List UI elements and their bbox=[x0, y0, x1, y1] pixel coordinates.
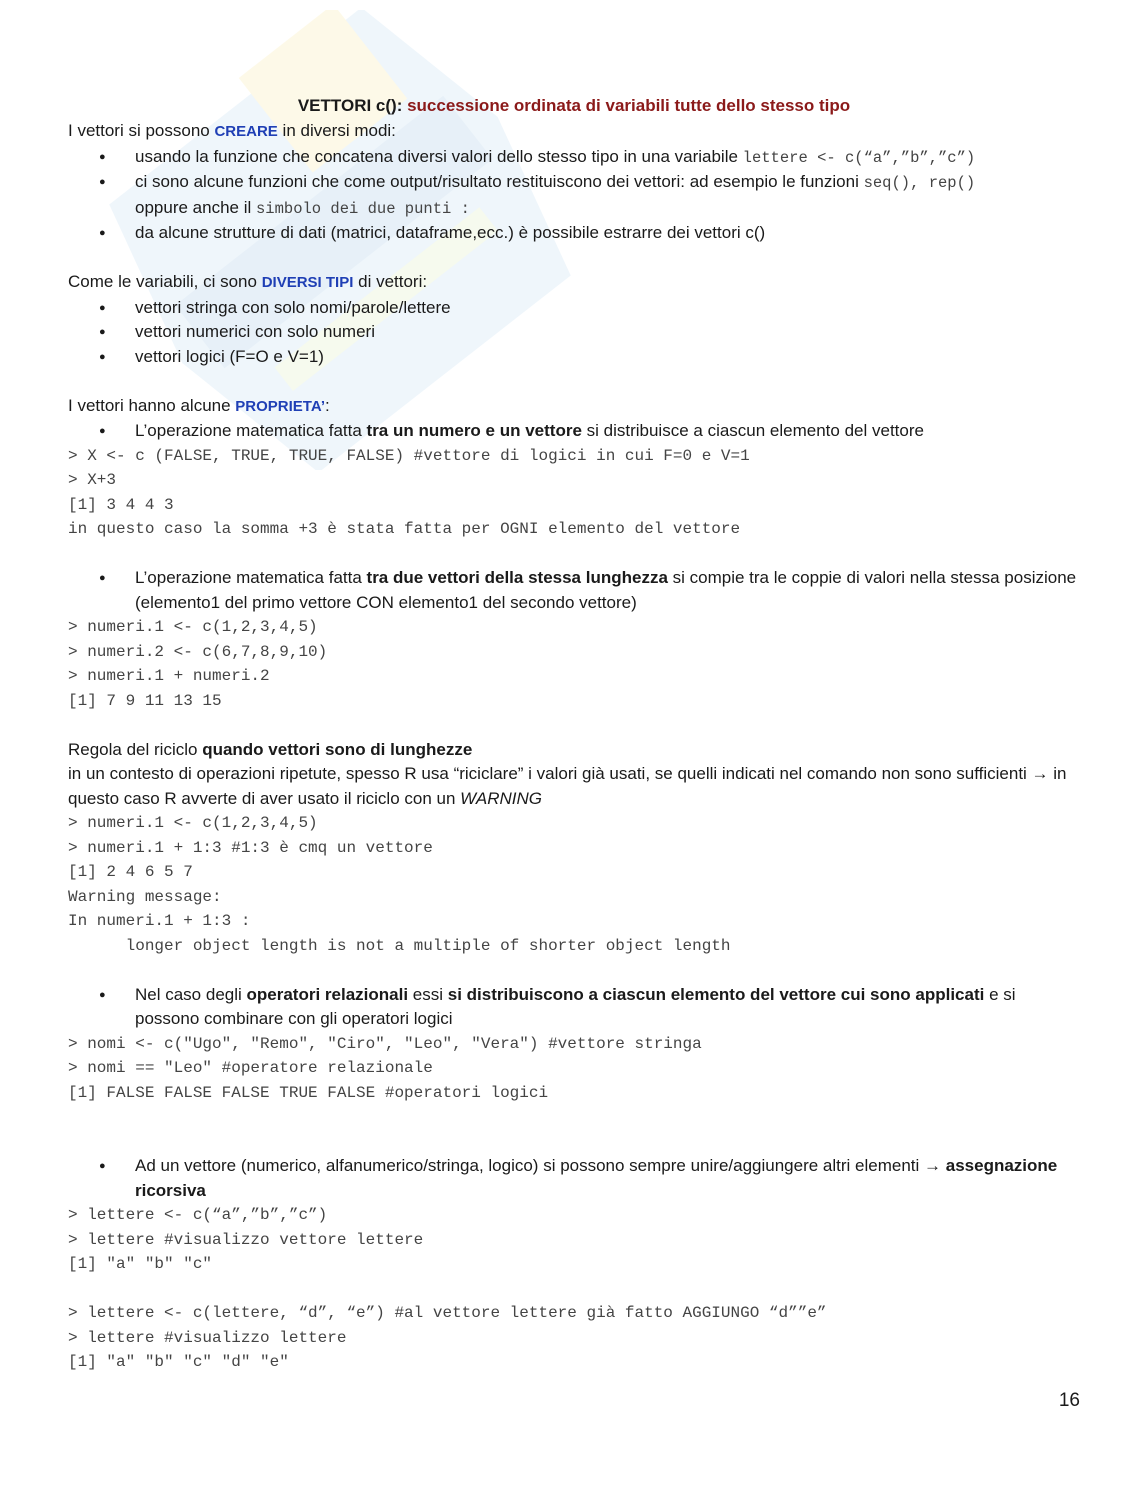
list-item: ● vettori stringa con solo nomi/parole/lettere bbox=[68, 296, 1080, 321]
props-list-2 bbox=[68, 566, 1080, 615]
types-intro: Come le variabili, ci sono DIVERSI TIPI di vettori: bbox=[68, 272, 428, 291]
recycle-body: in un contesto di operazioni ripetute, spesso R usa “riciclare” i valori già usati, se quelli indicati nel comando non sono sufficienti → in questo caso R avverte di aver usato il riciclo con un WARNING bbox=[68, 764, 1067, 808]
keyword-proprieta: PROPRIETA’ bbox=[235, 397, 326, 415]
code-block-append-1: > lettere <- c(“a”,”b”,”c”) > lettere #visualizzo vettore lettere [1] "a" "b" "c" bbox=[68, 1206, 424, 1273]
list-item: ● usando la funzione che concatena diversi valori dello stesso tipo in una variabile lettere <- c(“a”,”b”,”c”) bbox=[68, 145, 1080, 171]
document-page bbox=[68, 94, 1080, 1375]
list-item: ● ci sono alcune funzioni che come output/risultato restituiscono dei vettori: ad esempio le funzioni seq(), rep() oppure anche il simbolo dei due punti : bbox=[68, 170, 1080, 221]
list-item: ● L’operazione matematica fatta tra un numero e un vettore si distribuisce a ciascun elemento del vettore bbox=[68, 419, 1080, 444]
code-block-scalar: > X <- c (FALSE, TRUE, TRUE, FALSE) #vettore di logici in cui F=0 e V=1 > X+3 [1] 3 4 4 3 in questo caso la somma +3 è stata fatta per OGNI elemento del vettore bbox=[68, 446, 750, 538]
list-item: ● vettori numerici con solo numeri bbox=[68, 320, 1080, 345]
list-item: ● da alcune strutture di dati (matrici, dataframe,ecc.) è possibile estrarre dei vettori c() bbox=[68, 221, 1080, 246]
create-intro: I vettori si possono CREARE in diversi modi: bbox=[68, 121, 396, 140]
page-title: VETTORI c(): successione ordinata di variabili tutte dello stesso tipo bbox=[297, 96, 851, 115]
title-definition: successione ordinata di variabili tutte dello stesso tipo bbox=[407, 96, 851, 115]
list-item: ● L’operazione matematica fatta tra due vettori della stessa lunghezza si compie tra le coppie di valori nella stessa posizione (elemento1 del primo vettore CON elemento1 del secondo vettore) bbox=[68, 566, 1080, 615]
list-item: ● Ad un vettore (numerico, alfanumerico/stringa, logico) si possono sempre unire/aggiungere altri elementi → assegnazione ricorsiva bbox=[68, 1154, 1080, 1203]
code-block-vectors: > numeri.1 <- c(1,2,3,4,5) > numeri.2 <- c(6,7,8,9,10) > numeri.1 + numeri.2 [1] 7 9 11 13 15 bbox=[68, 618, 328, 710]
props-list-1 bbox=[68, 419, 1080, 444]
code-block-recycle: > numeri.1 <- c(1,2,3,4,5) > numeri.1 + 1:3 #1:3 è cmq un vettore [1] 2 4 6 5 7 Warning message: In numeri.1 + 1:3 : longer object length is not a multiple of shorter object length bbox=[68, 814, 731, 955]
list-item: ● vettori logici (F=O e V=1) bbox=[68, 345, 1080, 370]
page-number: 16 bbox=[1058, 1390, 1080, 1411]
code-block-append-2: > lettere <- c(lettere, “d”, “e”) #al vettore lettere già fatto AGGIUNGO “d””e” > lettere #visualizzo lettere [1] "a" "b" "c" "d" "e" bbox=[68, 1304, 827, 1371]
create-list bbox=[68, 145, 1080, 246]
code-block-relational: > nomi <- c("Ugo", "Remo", "Ciro", "Leo", "Vera") #vettore stringa > nomi == "Leo" #operatore relazionale [1] FALSE FALSE FALSE TRUE FALSE #operatori logici bbox=[68, 1034, 702, 1102]
relational-list bbox=[68, 983, 1080, 1032]
append-list bbox=[68, 1154, 1080, 1203]
types-list bbox=[68, 296, 1080, 370]
props-intro: I vettori hanno alcune PROPRIETA’: bbox=[68, 395, 330, 415]
keyword-diversi-tipi: DIVERSI TIPI bbox=[261, 274, 354, 291]
list-item: ● Nel caso degli operatori relazionali essi si distribuiscono a ciascun elemento del vettore cui sono applicati e si possono combinare con gli operatori logici bbox=[68, 983, 1080, 1032]
recycle-heading: Regola del riciclo quando vettori sono di lunghezze bbox=[68, 739, 473, 759]
keyword-creare: CREARE bbox=[214, 123, 278, 140]
